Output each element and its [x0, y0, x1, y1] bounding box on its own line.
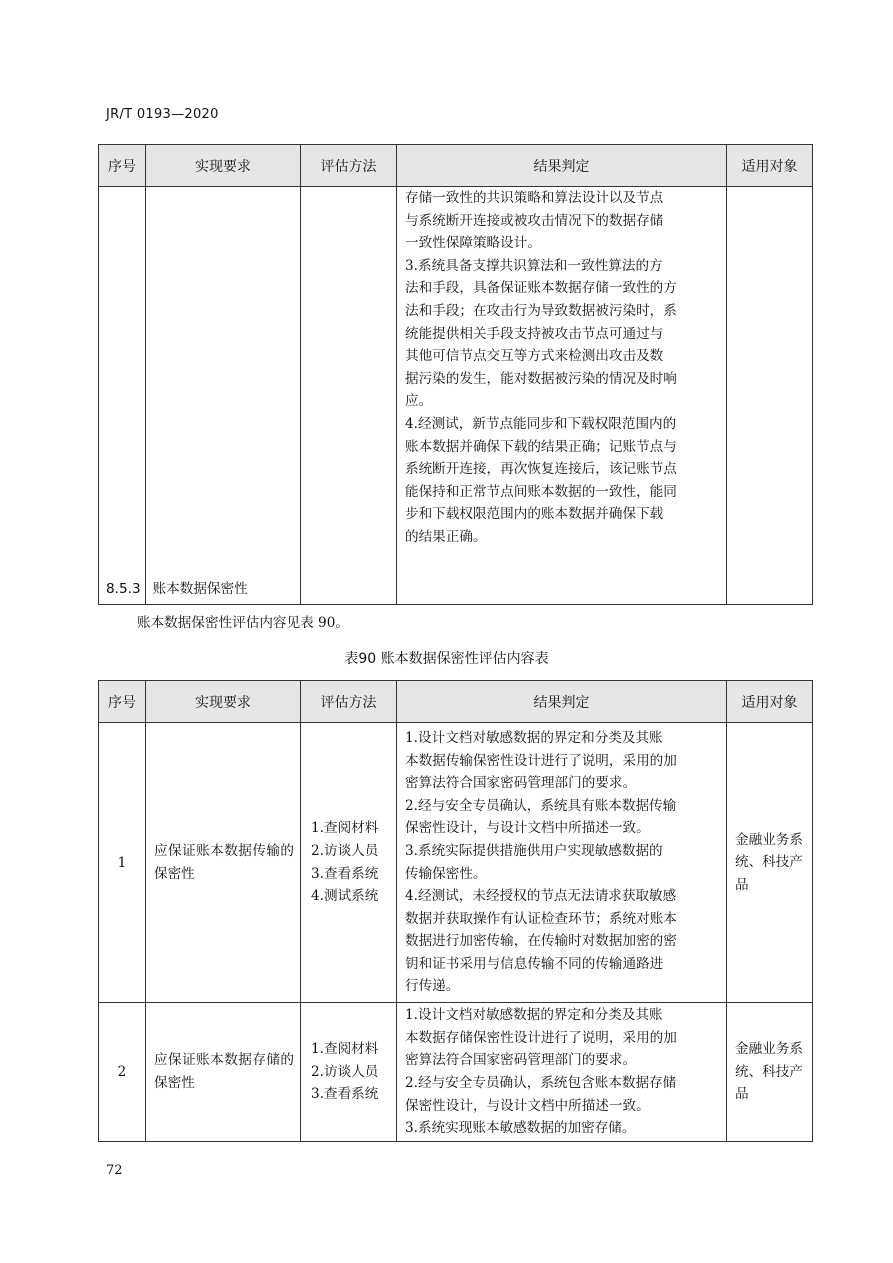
- document-code: JR/T 0193—2020: [106, 107, 219, 122]
- no-cell: [99, 187, 146, 605]
- header-method: 评估方法: [301, 145, 397, 187]
- result-line: 3.系统具备支撑共识算法和一致性算法的方: [405, 257, 663, 274]
- table-row: [99, 723, 813, 1003]
- result-line: 数据并获取操作有认证检查环节；系统对账本: [405, 910, 677, 927]
- result-line: 本数据传输保密性设计进行了说明，采用的加: [405, 752, 677, 769]
- method-item: 4.测试系统: [311, 888, 379, 905]
- method-item: 1.查阅材料: [311, 820, 379, 837]
- result-line: 4.经测试，新节点能同步和下载权限范围内的: [405, 415, 677, 432]
- section-title: 账本数据保密性: [152, 581, 248, 597]
- result-line: 密算法符合国家密码管理部门的要求。: [405, 775, 637, 792]
- continued-assessment-table: [98, 144, 813, 605]
- requirement-cell: 应保证账本数据传输的保密性: [146, 723, 301, 1003]
- method-item: 3.查看系统: [311, 1086, 379, 1103]
- method-item: 1.查阅材料: [311, 1041, 379, 1058]
- header-applies-to: 适用对象: [727, 145, 813, 187]
- result-cell: [397, 1003, 727, 1142]
- method-cell: [301, 1003, 397, 1142]
- header-requirement: 实现要求: [146, 145, 301, 187]
- result-line: 密算法符合国家密码管理部门的要求。: [405, 1052, 637, 1069]
- result-line: 1.设计文档对敏感数据的界定和分类及其账: [405, 729, 663, 746]
- result-cell: [397, 187, 727, 605]
- no-cell: 2: [99, 1003, 146, 1142]
- result-line: 钥和证书采用与信息传输不同的传输通路进: [405, 955, 664, 972]
- method-item: 2.访谈人员: [311, 1063, 379, 1080]
- table-header-row: [99, 681, 813, 723]
- result-line: 应。: [405, 393, 433, 410]
- result-line: 保密性设计，与设计文档中所描述一致。: [405, 820, 650, 837]
- result-cell: [397, 723, 727, 1003]
- result-line: 4.经测试，未经授权的节点无法请求获取敏感: [405, 888, 677, 905]
- applies-to-cell: 金融业务系统、科技产品: [727, 1003, 813, 1142]
- result-line: 传输保密性。: [405, 865, 487, 882]
- result-line: 1.设计文档对敏感数据的界定和分类及其账: [405, 1007, 663, 1024]
- header-result: 结果判定: [397, 681, 727, 723]
- result-line: 2.经与安全专员确认，系统包含账本数据存储: [405, 1075, 677, 1091]
- header-result: 结果判定: [397, 145, 727, 187]
- result-line: 系统断开连接，再次恢复连接后，该记账节点: [405, 461, 677, 478]
- table-90: [98, 680, 813, 1142]
- table-header-row: [99, 145, 813, 187]
- section-number: 8.5.3: [106, 581, 141, 597]
- applies-to-cell: [727, 187, 813, 605]
- header-no: 序号: [99, 145, 146, 187]
- no-cell: 1: [99, 723, 146, 1003]
- result-line: 本数据存储保密性设计进行了说明，采用的加: [405, 1029, 677, 1046]
- result-line: 账本数据并确保下载的结果正确；记账节点与: [405, 438, 677, 455]
- result-line: 统能提供相关手段支持被攻击节点可通过与: [405, 325, 664, 342]
- table-caption: 表90 账本数据保密性评估内容表: [344, 651, 549, 667]
- intro-paragraph: 账本数据保密性评估内容见表 90。: [137, 615, 349, 631]
- result-line: 能保持和正常节点间账本数据的一致性，能同: [405, 483, 677, 500]
- method-item: 2.访谈人员: [311, 842, 379, 859]
- result-line: 数据进行加密传输，在传输时对数据加密的密: [405, 933, 677, 950]
- header-applies-to: 适用对象: [727, 681, 813, 723]
- method-cell: [301, 187, 397, 605]
- result-line: 其他可信节点交互等方式来检测出攻击及数: [405, 348, 664, 365]
- result-line: 保密性设计，与设计文档中所描述一致。: [405, 1097, 650, 1114]
- result-line: 法和手段，具备保证账本数据存储一致性的方: [405, 280, 677, 297]
- header-requirement: 实现要求: [146, 681, 301, 723]
- result-line: 的结果正确。: [405, 528, 487, 545]
- requirement-cell: [146, 187, 301, 605]
- result-line: 与系统断开连接或被攻击情况下的数据存储: [405, 212, 664, 229]
- page-number: 72: [106, 1163, 123, 1178]
- result-line: 一致性保障策略设计。: [405, 235, 541, 252]
- result-line: 步和下载权限范围内的账本数据并确保下载: [405, 506, 664, 523]
- requirement-cell: 应保证账本数据存储的保密性: [146, 1003, 301, 1142]
- table-row: [99, 1003, 813, 1142]
- table-row: [99, 187, 813, 605]
- applies-to-cell: 金融业务系统、科技产品: [727, 723, 813, 1003]
- result-line: 3.系统实际提供措施供用户实现敏感数据的: [405, 842, 663, 859]
- header-method: 评估方法: [301, 681, 397, 723]
- result-line: 法和手段；在攻击行为导致数据被污染时，系: [405, 302, 677, 319]
- result-line: 3.系统实现账本敏感数据的加密存储。: [405, 1120, 636, 1137]
- section-heading: [106, 577, 248, 597]
- result-line: 存储一致性的共识策略和算法设计以及节点: [405, 190, 664, 206]
- method-cell: [301, 723, 397, 1003]
- result-line: 2.经与安全专员确认，系统具有账本数据传输: [405, 797, 677, 814]
- result-line: 行传递。: [405, 978, 460, 995]
- method-item: 3.查看系统: [311, 865, 379, 882]
- result-line: 据污染的发生，能对数据被污染的情况及时响: [405, 370, 677, 387]
- header-no: 序号: [99, 681, 146, 723]
